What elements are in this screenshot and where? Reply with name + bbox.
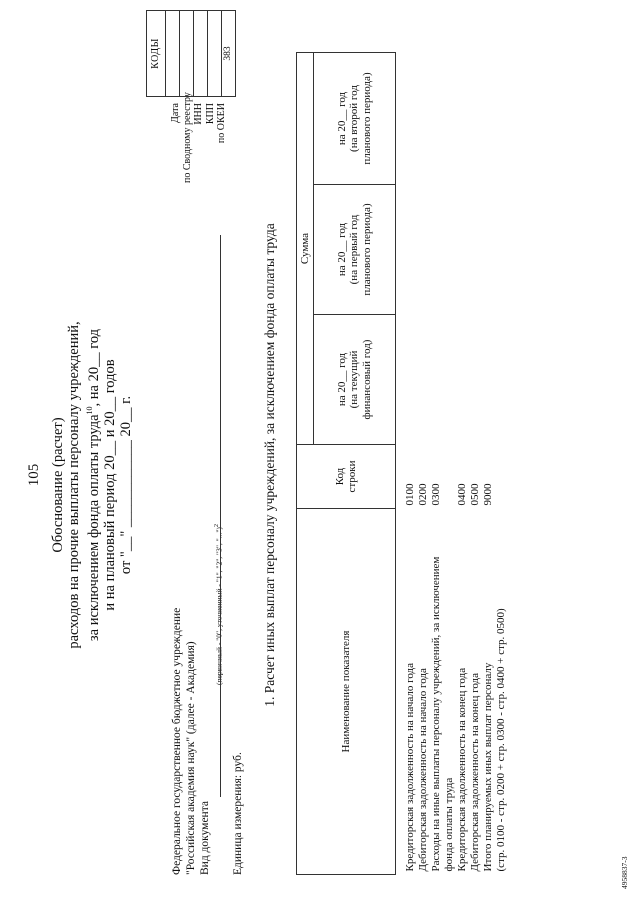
doc-type-label: Вид документа [199,801,211,875]
title-line-4: и на плановый период 20__ и 20__ годов [101,359,118,611]
org-line-2: "Российская академия наук" (далее - Академия) [185,641,197,875]
right-labels [170,92,228,183]
code-okei: 383 [221,11,235,96]
header-col3-2: (на второй год [348,85,361,152]
page-number: 105 [26,463,42,487]
footer-code: 4958837-3 [620,856,629,889]
table-row [430,53,456,875]
code-date [165,11,179,96]
row-name: Дебиторская задолженность на конец года [468,672,481,872]
row-code: 9000 [481,483,494,506]
header-col3-3: планового периода) [360,72,373,165]
row-code: 0500 [468,483,481,506]
header-code [297,445,396,509]
row-name-line-1: Расходы на иные выплаты персоналу учреждений, за исключением [429,556,442,872]
code-kpp [207,11,221,96]
section-title: 1. Расчет иных выплат персоналу учреждений, за исключением фонда оплаты труда [262,223,277,707]
doc-type-hint [212,524,225,875]
table-row [469,53,482,875]
calculation-table [296,52,508,875]
row-name-line-2: (стр. 0100 - стр. 0200 + стр. 0300 - стр. 0400 + стр. 0500) [494,608,507,872]
organization-block [170,524,245,875]
row-code: 0400 [455,483,468,506]
row-code: 0300 [429,483,442,506]
table-row [456,53,469,875]
label-date: Дата [170,103,181,123]
title-line-1: Обоснование (расчет) [50,417,66,553]
header-col2-1: на 20__ год [335,222,348,277]
document-title [50,225,134,745]
row-code: 0200 [416,483,429,506]
table-row [417,53,430,875]
title-line-3-text: за исключением фонда оплаты труда [85,414,102,642]
title-line-3 [82,225,102,745]
label-registry: по Сводному реестру [181,92,193,183]
label-okei: по ОКЕИ [216,103,227,144]
doc-type-hint-text: (первичный - "0", уточненный - "1", "2", "3", "...") [214,527,224,685]
doc-type-sup: 2 [213,523,220,528]
row-name: Дебиторская задолженность на начало года [416,668,429,872]
table-row [404,53,417,875]
title-line-3-tail: , на 20__ год [85,328,102,407]
row-name [430,509,456,875]
header-name: Наименование показателя [297,509,396,875]
row-name-line-2: фонда оплаты труда [442,777,455,872]
row-name [482,509,508,875]
title-line-5: от "__" ____________ 20__ г. [117,395,134,575]
row-name: Кредиторская задолженность на начало года [403,663,416,872]
footnote-sup: 10 [85,406,94,415]
codes-header: КОДЫ [150,38,161,69]
table-row [482,53,508,875]
label-kpp: КПП [204,103,216,125]
code-inn [193,11,207,96]
codes-box [146,10,236,97]
header-col2-3: планового периода) [360,203,373,296]
row-code: 0100 [403,483,416,506]
doc-type-underline [220,235,221,797]
code-registry [179,11,193,96]
header-col1-1: на 20__ год [335,352,348,407]
header-col1-3: финансовый год) [360,339,373,420]
header-col2 [314,185,396,315]
title-line-2: расходов на прочие выплаты персоналу учреждений, [66,321,82,649]
header-col3 [314,53,396,185]
header-sum: Сумма [297,53,314,445]
unit-label: Единица измерения: руб. [231,752,244,875]
header-col1 [314,315,396,445]
label-inn: ИНН [193,103,204,125]
row-name: Кредиторская задолженность на конец года [455,667,468,872]
header-code-1: Код [333,467,346,486]
row-name-line-1: Итого планируемых иных выплат персоналу [481,662,494,872]
org-line-1: Федеральное государственное бюджетное учреждение [171,607,183,875]
header-code-2: строки [346,460,358,493]
header-col3-1: на 20__ год [335,91,348,146]
header-col2-2: (на первый год [348,214,361,285]
header-col1-2: (на текущий [348,350,361,409]
